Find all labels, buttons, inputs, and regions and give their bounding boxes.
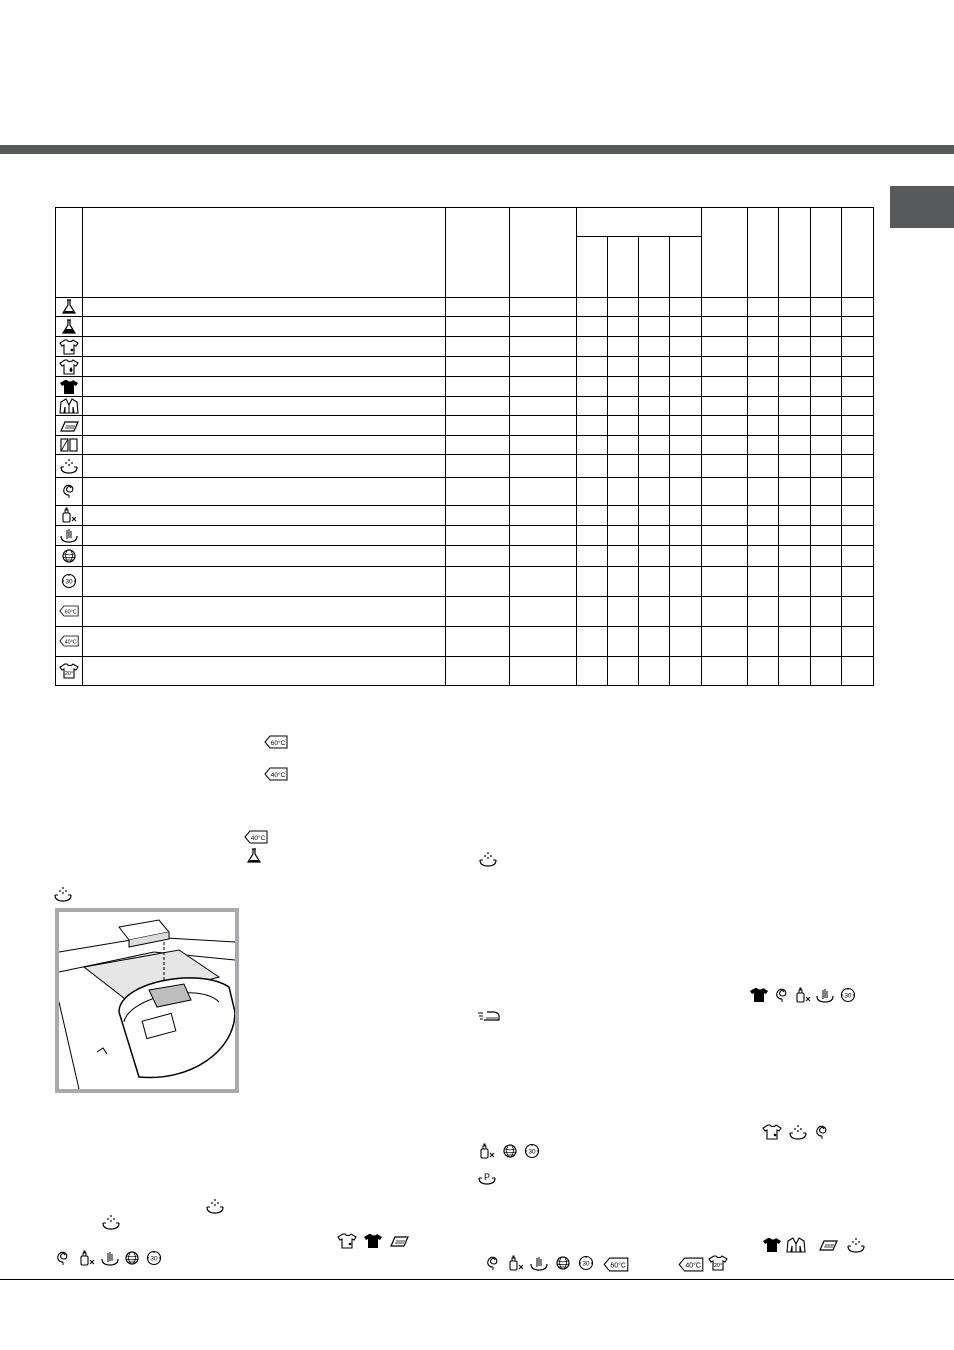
- black-shirt-icon: [363, 1233, 383, 1249]
- shirt-20-icon: [59, 663, 79, 679]
- table-row: [56, 455, 874, 478]
- shirt-stain-icon: [59, 339, 79, 355]
- towel-icon: [818, 1237, 838, 1253]
- row-label: [83, 455, 446, 478]
- allergy-swirl-icon: [772, 987, 792, 1003]
- temp-40-icon: [244, 830, 268, 844]
- program-table: [55, 207, 874, 686]
- header-col-e: [779, 208, 811, 298]
- towel-icon: [389, 1233, 409, 1249]
- header-col-g: [842, 208, 874, 298]
- hand-wash-basin-icon: [478, 851, 498, 867]
- wool-ball-icon: [553, 1255, 573, 1271]
- hand-wash-basin-icon: [53, 886, 73, 902]
- black-shirt-icon: [59, 379, 79, 395]
- header-group: [577, 208, 702, 237]
- baby-bottle-icon: [477, 1143, 497, 1159]
- row-label: [83, 545, 446, 566]
- table-row: [56, 626, 874, 656]
- hand-in-basin-icon: [529, 1255, 549, 1271]
- jacket-icon: [786, 1237, 806, 1253]
- hand-in-basin-icon: [59, 527, 79, 543]
- jacket-icon: [59, 398, 79, 414]
- curtain-icon: [59, 437, 79, 453]
- table-row: [56, 566, 874, 596]
- header-sub-2: [608, 237, 639, 298]
- header-sub-1: [577, 237, 608, 298]
- prewash-p-icon: [477, 1170, 497, 1186]
- clock-30-icon: [59, 573, 79, 589]
- temp-40-icon: [59, 633, 79, 649]
- table-row: [56, 317, 874, 337]
- temp-60-icon: [603, 1257, 629, 1272]
- temp-60-icon: [264, 735, 288, 749]
- flask-icon: [244, 848, 264, 864]
- row-label: [83, 397, 446, 416]
- table-row: [56, 397, 874, 416]
- table-row: [56, 377, 874, 397]
- allergy-swirl-icon: [812, 1124, 832, 1140]
- row-label: [83, 377, 446, 397]
- wool-ball-icon: [122, 1250, 142, 1266]
- table-row: [56, 298, 874, 317]
- header-sub-3: [639, 237, 670, 298]
- row-label: [83, 525, 446, 545]
- towel-icon: [59, 418, 79, 434]
- baby-bottle-icon: [793, 987, 813, 1003]
- table-row: [56, 357, 874, 377]
- clock-30-icon: [838, 987, 858, 1003]
- row-label: [83, 478, 446, 505]
- header-col-f: [811, 208, 842, 298]
- row-label: [83, 566, 446, 596]
- hand-wash-basin-icon: [788, 1124, 808, 1140]
- row-label: [83, 357, 446, 377]
- allergy-swirl-icon: [483, 1255, 503, 1271]
- hand-in-basin-icon: [100, 1250, 120, 1266]
- footer-rule: [0, 1279, 954, 1280]
- section-tab: [890, 186, 954, 228]
- temp-40-icon: [678, 1257, 704, 1272]
- shirt-20-icon: [708, 1255, 728, 1271]
- table-row: [56, 337, 874, 357]
- clock-30-icon: [144, 1250, 164, 1266]
- temp-40-icon: [264, 767, 288, 781]
- table-row: [56, 596, 874, 626]
- allergy-swirl-icon: [53, 1250, 73, 1266]
- row-label: [83, 656, 446, 685]
- clock-30-icon: [576, 1255, 596, 1271]
- flask-half-icon: [59, 319, 79, 335]
- header-col-b: [510, 208, 577, 298]
- flask-icon: [59, 299, 79, 315]
- header-symbol: [56, 208, 83, 298]
- shirt-stain-icon: [337, 1233, 357, 1249]
- header-rule: [0, 145, 954, 154]
- wool-ball-icon: [500, 1143, 520, 1159]
- table-row: [56, 656, 874, 685]
- row-label: [83, 416, 446, 436]
- table-row: [56, 416, 874, 436]
- table-row: [56, 525, 874, 545]
- table-row: [56, 545, 874, 566]
- header-col-c: [702, 208, 748, 298]
- row-label: [83, 337, 446, 357]
- iron-icon: [477, 1010, 501, 1022]
- hand-in-basin-icon: [815, 987, 835, 1003]
- black-shirt-icon: [762, 1237, 782, 1253]
- header-col-a: [446, 208, 510, 298]
- hand-wash-basin-icon: [846, 1237, 866, 1253]
- row-label: [83, 317, 446, 337]
- baby-bottle-icon: [77, 1250, 97, 1266]
- hand-wash-basin-icon: [101, 1214, 121, 1230]
- drawer-drawing: [59, 912, 235, 1089]
- row-label: [83, 626, 446, 656]
- baby-bottle-icon: [59, 507, 79, 523]
- wool-ball-icon: [59, 548, 79, 564]
- header-description: [83, 208, 446, 298]
- shirt-stain-icon: [762, 1124, 782, 1140]
- table-row: [56, 436, 874, 455]
- hand-wash-basin-icon: [205, 1198, 225, 1214]
- row-label: [83, 436, 446, 455]
- header-col-d: [748, 208, 779, 298]
- baby-bottle-icon: [506, 1255, 526, 1271]
- hand-wash-basin-icon: [59, 458, 79, 474]
- shirt-drop-icon: [59, 359, 79, 375]
- clock-30-icon: [522, 1143, 542, 1159]
- table-row: [56, 478, 874, 505]
- row-label: [83, 505, 446, 525]
- black-shirt-icon: [749, 987, 769, 1003]
- allergy-swirl-icon: [59, 483, 79, 499]
- temp-60-icon: [59, 603, 79, 619]
- row-label: [83, 298, 446, 317]
- detergent-drawer-illustration: [55, 908, 239, 1093]
- row-label: [83, 596, 446, 626]
- table-row: [56, 505, 874, 525]
- header-sub-4: [670, 237, 702, 298]
